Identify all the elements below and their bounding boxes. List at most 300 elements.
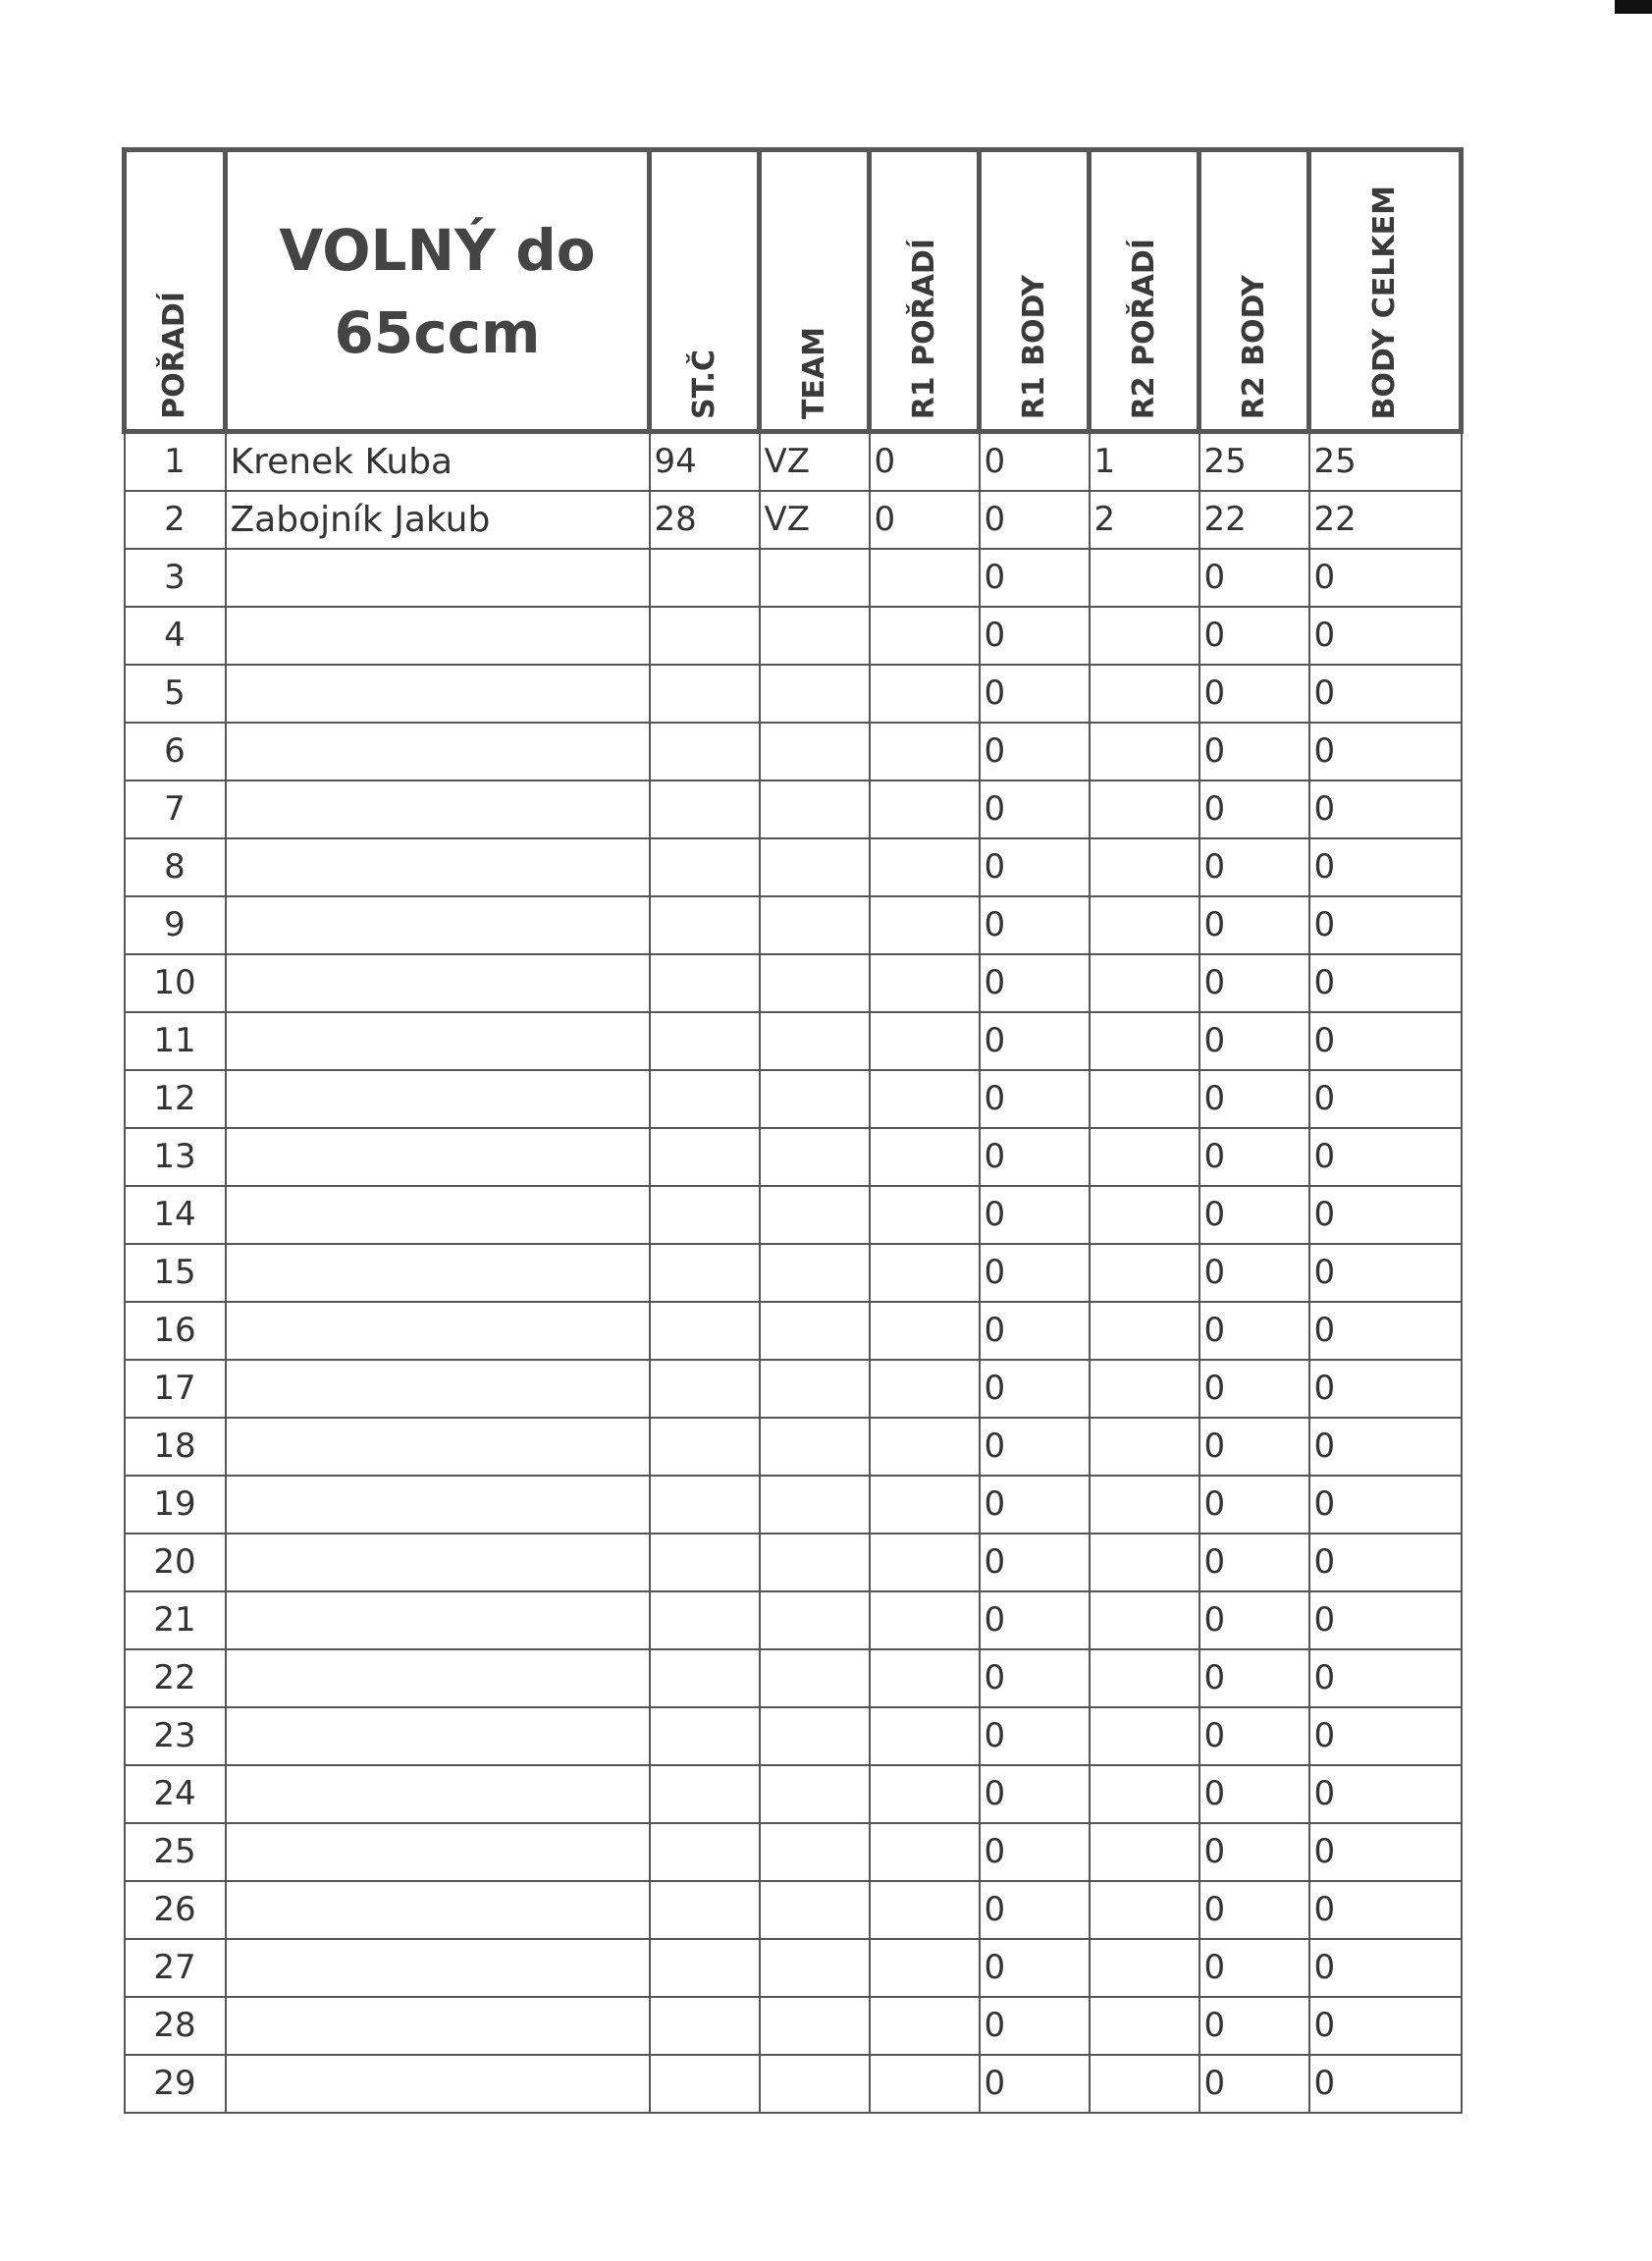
number-cell: [650, 781, 760, 838]
team-cell: [760, 1765, 870, 1823]
table-row: [125, 1128, 1462, 1186]
pos-cell: 1: [125, 432, 226, 492]
r1-points-cell: 0: [980, 1765, 1090, 1823]
pos-cell: 29: [125, 2055, 226, 2113]
name-cell: [226, 781, 650, 838]
number-cell: [650, 838, 760, 896]
r2-points-cell: 0: [1199, 1360, 1309, 1418]
name-cell: [226, 2055, 650, 2113]
name-cell: [226, 1534, 650, 1591]
r2-points-cell: 0: [1199, 1534, 1309, 1591]
pos-cell: 10: [125, 954, 226, 1012]
r2-position-cell: [1090, 607, 1199, 665]
r2-position-cell: [1090, 1070, 1199, 1128]
team-cell: [760, 954, 870, 1012]
header-total-points-label: BODY CELKEM: [1367, 185, 1402, 419]
number-cell: [650, 1302, 760, 1360]
r2-position-cell: [1090, 549, 1199, 607]
total-points-cell: 0: [1309, 1765, 1462, 1823]
r2-position-cell: [1090, 1476, 1199, 1534]
number-cell: [650, 723, 760, 781]
number-cell: [650, 1881, 760, 1939]
r1-points-cell: 0: [980, 432, 1090, 492]
name-cell: [226, 1707, 650, 1765]
number-cell: [650, 1707, 760, 1765]
name-cell: [226, 1997, 650, 2055]
r2-position-cell: [1090, 2055, 1199, 2113]
table-row: [125, 1939, 1462, 1997]
r2-points-cell: 0: [1199, 1012, 1309, 1070]
r2-points-cell: 0: [1199, 549, 1309, 607]
header-r2-position-label: R2 POŘADÍ: [1126, 238, 1161, 419]
pos-cell: 17: [125, 1360, 226, 1418]
pos-cell: 24: [125, 1765, 226, 1823]
pos-cell: 5: [125, 665, 226, 723]
r1-points-cell: 0: [980, 1534, 1090, 1591]
pos-cell: 9: [125, 896, 226, 954]
r1-position-cell: [870, 1476, 980, 1534]
total-points-cell: 0: [1309, 1476, 1462, 1534]
table-row: [125, 1244, 1462, 1302]
header-r1-position-label: R1 POŘADÍ: [906, 238, 941, 419]
r1-points-cell: 0: [980, 838, 1090, 896]
r1-points-cell: 0: [980, 1881, 1090, 1939]
r1-points-cell: 0: [980, 665, 1090, 723]
name-cell: [226, 1591, 650, 1649]
number-cell: [650, 1765, 760, 1823]
r2-points-cell: 0: [1199, 607, 1309, 665]
r1-position-cell: 0: [870, 491, 980, 549]
table-row: [125, 1418, 1462, 1476]
team-cell: [760, 665, 870, 723]
header-r1-position: [870, 150, 980, 432]
pos-cell: 8: [125, 838, 226, 896]
header-r1-points-label: R1 BODY: [1016, 274, 1051, 419]
header-row: [125, 150, 1462, 432]
r1-position-cell: [870, 1418, 980, 1476]
total-points-cell: 0: [1309, 781, 1462, 838]
r2-points-cell: 0: [1199, 1649, 1309, 1707]
r2-position-cell: [1090, 1939, 1199, 1997]
number-cell: [650, 607, 760, 665]
total-points-cell: 0: [1309, 723, 1462, 781]
r1-position-cell: [870, 1244, 980, 1302]
total-points-cell: 22: [1309, 491, 1462, 549]
pos-cell: 16: [125, 1302, 226, 1360]
r1-points-cell: 0: [980, 607, 1090, 665]
team-cell: [760, 1707, 870, 1765]
r1-points-cell: 0: [980, 1823, 1090, 1881]
team-cell: [760, 1244, 870, 1302]
r1-points-cell: 0: [980, 1070, 1090, 1128]
r2-points-cell: 0: [1199, 1302, 1309, 1360]
r1-points-cell: 0: [980, 1244, 1090, 1302]
name-cell: [226, 723, 650, 781]
pos-cell: 14: [125, 1186, 226, 1244]
team-cell: [760, 1186, 870, 1244]
r2-position-cell: [1090, 1012, 1199, 1070]
team-cell: [760, 1302, 870, 1360]
number-cell: [650, 1128, 760, 1186]
team-cell: [760, 1418, 870, 1476]
r2-points-cell: 0: [1199, 1591, 1309, 1649]
total-points-cell: 0: [1309, 1128, 1462, 1186]
r1-position-cell: [870, 665, 980, 723]
table-row: [125, 1765, 1462, 1823]
number-cell: [650, 2055, 760, 2113]
total-points-cell: 0: [1309, 838, 1462, 896]
r2-position-cell: [1090, 1997, 1199, 2055]
r2-position-cell: 1: [1090, 432, 1199, 492]
total-points-cell: 0: [1309, 1534, 1462, 1591]
name-cell: [226, 549, 650, 607]
r1-points-cell: 0: [980, 1128, 1090, 1186]
r2-points-cell: 0: [1199, 1939, 1309, 1997]
r1-points-cell: 0: [980, 491, 1090, 549]
header-r2-position: [1090, 150, 1199, 432]
total-points-cell: 0: [1309, 1302, 1462, 1360]
number-cell: [650, 549, 760, 607]
table-body: [125, 432, 1462, 2114]
r1-position-cell: [870, 781, 980, 838]
r1-position-cell: 0: [870, 432, 980, 492]
r1-position-cell: [870, 723, 980, 781]
name-cell: [226, 838, 650, 896]
r2-position-cell: [1090, 1360, 1199, 1418]
pos-cell: 26: [125, 1881, 226, 1939]
number-cell: [650, 1244, 760, 1302]
r2-position-cell: [1090, 1128, 1199, 1186]
r2-points-cell: 0: [1199, 1476, 1309, 1534]
table-row: [125, 1070, 1462, 1128]
r2-points-cell: 25: [1199, 432, 1309, 492]
pos-cell: 12: [125, 1070, 226, 1128]
total-points-cell: 25: [1309, 432, 1462, 492]
header-r2-points-label: R2 BODY: [1236, 274, 1271, 419]
r1-position-cell: [870, 607, 980, 665]
header-total-points: [1309, 150, 1462, 432]
pos-cell: 23: [125, 1707, 226, 1765]
r2-position-cell: [1090, 1302, 1199, 1360]
header-r2-points: [1199, 150, 1309, 432]
total-points-cell: 0: [1309, 1881, 1462, 1939]
r1-position-cell: [870, 1881, 980, 1939]
r1-points-cell: 0: [980, 723, 1090, 781]
r2-position-cell: [1090, 896, 1199, 954]
r1-points-cell: 0: [980, 1186, 1090, 1244]
total-points-cell: 0: [1309, 1823, 1462, 1881]
pos-cell: 21: [125, 1591, 226, 1649]
table-row: [125, 1186, 1462, 1244]
number-cell: [650, 896, 760, 954]
total-points-cell: 0: [1309, 1244, 1462, 1302]
number-cell: [650, 1418, 760, 1476]
pos-cell: 22: [125, 1649, 226, 1707]
table-row: [125, 896, 1462, 954]
name-cell: [226, 1360, 650, 1418]
team-cell: [760, 1070, 870, 1128]
header-position: [125, 150, 226, 432]
name-cell: [226, 1070, 650, 1128]
r1-points-cell: 0: [980, 549, 1090, 607]
r1-position-cell: [870, 1707, 980, 1765]
name-cell: [226, 1765, 650, 1823]
team-cell: [760, 1476, 870, 1534]
table-row: [125, 1534, 1462, 1591]
r2-points-cell: 0: [1199, 2055, 1309, 2113]
name-cell: [226, 1128, 650, 1186]
name-cell: [226, 1012, 650, 1070]
scan-edge-mark: [1615, 0, 1652, 14]
name-cell: [226, 665, 650, 723]
number-cell: [650, 1476, 760, 1534]
table-row: [125, 1707, 1462, 1765]
r1-position-cell: [870, 1649, 980, 1707]
header-number: [650, 150, 760, 432]
team-cell: [760, 781, 870, 838]
header-title: [226, 150, 650, 432]
table-row: [125, 665, 1462, 723]
r2-points-cell: 0: [1199, 665, 1309, 723]
pos-cell: 18: [125, 1418, 226, 1476]
r2-position-cell: [1090, 1534, 1199, 1591]
table-row: [125, 1302, 1462, 1360]
pos-cell: 6: [125, 723, 226, 781]
pos-cell: 11: [125, 1012, 226, 1070]
total-points-cell: 0: [1309, 1418, 1462, 1476]
r1-points-cell: 0: [980, 2055, 1090, 2113]
r2-points-cell: 0: [1199, 1881, 1309, 1939]
name-cell: [226, 1302, 650, 1360]
table-row: [125, 838, 1462, 896]
team-cell: [760, 1012, 870, 1070]
r1-points-cell: 0: [980, 954, 1090, 1012]
name-cell: [226, 896, 650, 954]
name-cell: [226, 1186, 650, 1244]
number-cell: [650, 665, 760, 723]
total-points-cell: 0: [1309, 1997, 1462, 2055]
number-cell: [650, 1939, 760, 1997]
table-row: [125, 491, 1462, 549]
r2-position-cell: [1090, 1186, 1199, 1244]
total-points-cell: 0: [1309, 1939, 1462, 1997]
r2-position-cell: [1090, 1707, 1199, 1765]
r2-position-cell: [1090, 1244, 1199, 1302]
header-team-label: TEAM: [796, 326, 831, 419]
header-number-label: ST.Č: [686, 350, 721, 419]
r1-points-cell: 0: [980, 1012, 1090, 1070]
r1-position-cell: [870, 1302, 980, 1360]
pos-cell: 3: [125, 549, 226, 607]
r2-position-cell: [1090, 665, 1199, 723]
table-row: [125, 781, 1462, 838]
r2-points-cell: 0: [1199, 1997, 1309, 2055]
table-row: [125, 1649, 1462, 1707]
pos-cell: 20: [125, 1534, 226, 1591]
pos-cell: 4: [125, 607, 226, 665]
name-cell: [226, 1418, 650, 1476]
pos-cell: 25: [125, 1823, 226, 1881]
r1-position-cell: [870, 1997, 980, 2055]
number-cell: [650, 1534, 760, 1591]
r1-position-cell: [870, 2055, 980, 2113]
team-cell: VZ: [760, 432, 870, 492]
pos-cell: 15: [125, 1244, 226, 1302]
r1-points-cell: 0: [980, 1591, 1090, 1649]
r1-position-cell: [870, 1012, 980, 1070]
total-points-cell: 0: [1309, 896, 1462, 954]
r2-position-cell: [1090, 1823, 1199, 1881]
total-points-cell: 0: [1309, 607, 1462, 665]
name-cell: [226, 1244, 650, 1302]
results-table: [122, 147, 1464, 2114]
total-points-cell: 0: [1309, 665, 1462, 723]
r2-position-cell: [1090, 781, 1199, 838]
table-row: [125, 1591, 1462, 1649]
r1-position-cell: [870, 954, 980, 1012]
r2-position-cell: [1090, 838, 1199, 896]
pos-cell: 27: [125, 1939, 226, 1997]
team-cell: [760, 2055, 870, 2113]
table-row: [125, 2055, 1462, 2113]
team-cell: [760, 896, 870, 954]
total-points-cell: 0: [1309, 549, 1462, 607]
r1-position-cell: [870, 1128, 980, 1186]
pos-cell: 13: [125, 1128, 226, 1186]
total-points-cell: 0: [1309, 2055, 1462, 2113]
r2-points-cell: 0: [1199, 1765, 1309, 1823]
name-cell: [226, 1881, 650, 1939]
team-cell: [760, 1939, 870, 1997]
total-points-cell: 0: [1309, 1707, 1462, 1765]
r2-position-cell: [1090, 1591, 1199, 1649]
r1-points-cell: 0: [980, 1939, 1090, 1997]
r1-points-cell: 0: [980, 1997, 1090, 2055]
team-cell: [760, 723, 870, 781]
r1-position-cell: [870, 1823, 980, 1881]
r2-points-cell: 0: [1199, 1244, 1309, 1302]
r1-position-cell: [870, 1070, 980, 1128]
number-cell: [650, 1823, 760, 1881]
number-cell: 28: [650, 491, 760, 549]
team-cell: [760, 838, 870, 896]
header-position-label: POŘADÍ: [157, 292, 191, 419]
r1-points-cell: 0: [980, 781, 1090, 838]
team-cell: [760, 1649, 870, 1707]
r1-points-cell: 0: [980, 1360, 1090, 1418]
header-team: [760, 150, 870, 432]
r2-position-cell: [1090, 954, 1199, 1012]
r2-points-cell: 0: [1199, 838, 1309, 896]
table-row: [125, 1823, 1462, 1881]
r2-position-cell: [1090, 1881, 1199, 1939]
r2-points-cell: 0: [1199, 1418, 1309, 1476]
table-row: [125, 954, 1462, 1012]
number-cell: [650, 1591, 760, 1649]
table-row: [125, 432, 1462, 492]
total-points-cell: 0: [1309, 1070, 1462, 1128]
team-cell: [760, 607, 870, 665]
r1-points-cell: 0: [980, 1476, 1090, 1534]
category-title: VOLNÝ do 65ccm: [279, 217, 596, 366]
name-cell: [226, 954, 650, 1012]
team-cell: [760, 1591, 870, 1649]
r2-points-cell: 0: [1199, 723, 1309, 781]
r1-position-cell: [870, 1534, 980, 1591]
name-cell: [226, 1649, 650, 1707]
r1-position-cell: [870, 549, 980, 607]
r2-points-cell: 0: [1199, 1186, 1309, 1244]
total-points-cell: 0: [1309, 1186, 1462, 1244]
r2-points-cell: 0: [1199, 1707, 1309, 1765]
header-r1-points: [980, 150, 1090, 432]
team-cell: VZ: [760, 491, 870, 549]
r2-points-cell: 22: [1199, 491, 1309, 549]
number-cell: [650, 1070, 760, 1128]
total-points-cell: 0: [1309, 1012, 1462, 1070]
r2-position-cell: [1090, 1765, 1199, 1823]
table-row: [125, 1881, 1462, 1939]
name-cell: Zabojník Jakub: [226, 491, 650, 549]
r1-position-cell: [870, 1939, 980, 1997]
table-row: [125, 607, 1462, 665]
table-row: [125, 1997, 1462, 2055]
r2-position-cell: 2: [1090, 491, 1199, 549]
pos-cell: 2: [125, 491, 226, 549]
r2-points-cell: 0: [1199, 1823, 1309, 1881]
r1-position-cell: [870, 1765, 980, 1823]
number-cell: 94: [650, 432, 760, 492]
pos-cell: 19: [125, 1476, 226, 1534]
r1-position-cell: [870, 1360, 980, 1418]
r1-points-cell: 0: [980, 1302, 1090, 1360]
number-cell: [650, 954, 760, 1012]
r1-position-cell: [870, 896, 980, 954]
name-cell: [226, 1476, 650, 1534]
r2-points-cell: 0: [1199, 896, 1309, 954]
team-cell: [760, 1997, 870, 2055]
total-points-cell: 0: [1309, 1360, 1462, 1418]
number-cell: [650, 1997, 760, 2055]
r1-position-cell: [870, 838, 980, 896]
number-cell: [650, 1649, 760, 1707]
table-row: [125, 723, 1462, 781]
pos-cell: 7: [125, 781, 226, 838]
r2-position-cell: [1090, 723, 1199, 781]
r1-position-cell: [870, 1591, 980, 1649]
r1-points-cell: 0: [980, 1418, 1090, 1476]
r1-position-cell: [870, 1186, 980, 1244]
name-cell: Krenek Kuba: [226, 432, 650, 492]
number-cell: [650, 1012, 760, 1070]
team-cell: [760, 1360, 870, 1418]
r1-points-cell: 0: [980, 896, 1090, 954]
table-row: [125, 549, 1462, 607]
r2-points-cell: 0: [1199, 954, 1309, 1012]
r2-points-cell: 0: [1199, 1128, 1309, 1186]
name-cell: [226, 1823, 650, 1881]
team-cell: [760, 1881, 870, 1939]
pos-cell: 28: [125, 1997, 226, 2055]
table-row: [125, 1360, 1462, 1418]
r2-points-cell: 0: [1199, 1070, 1309, 1128]
table-row: [125, 1476, 1462, 1534]
r2-points-cell: 0: [1199, 781, 1309, 838]
name-cell: [226, 607, 650, 665]
r2-position-cell: [1090, 1649, 1199, 1707]
number-cell: [650, 1186, 760, 1244]
r2-position-cell: [1090, 1418, 1199, 1476]
